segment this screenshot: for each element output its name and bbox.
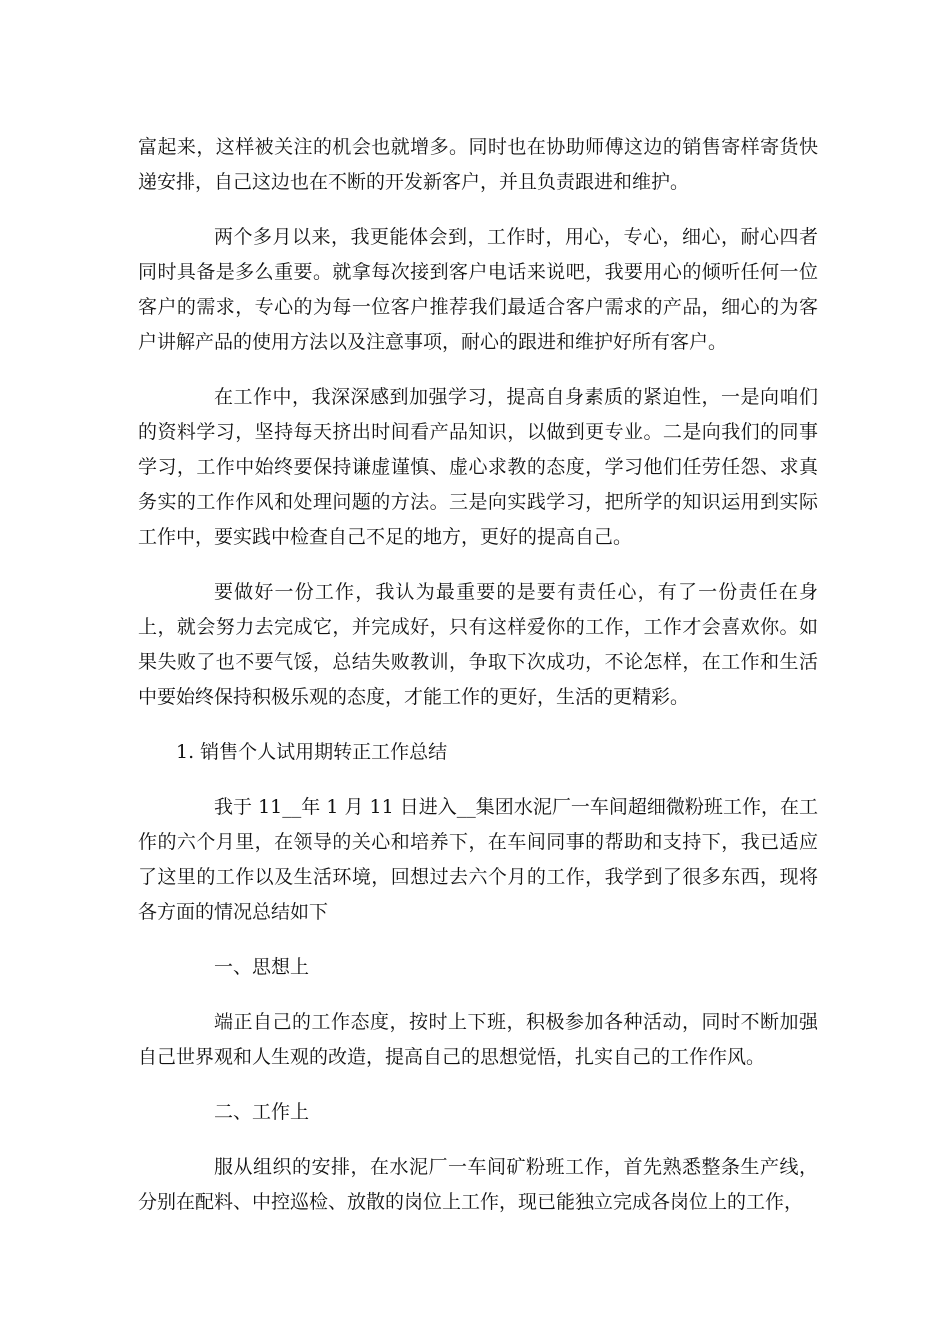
- subheading-thought: 一、思想上: [214, 956, 310, 978]
- subheading-work: 二、工作上: [214, 1101, 310, 1123]
- document-page: [138, 130, 818, 1240]
- section-title: 1. 销售个人试用期转正工作总结: [176, 741, 448, 763]
- paragraph-intro: 我于 11__年 1 月 11 日进入__集团水泥厂一车间超细微粉班工作，在工作的六个月里，在领导的关心和培养下，在车间同事的帮助和支持下，我已适应了这里的工作以及生活环境，回想过去六个月的工作，我学到了很多东西，现将各方面的情况总结如下: [138, 796, 818, 923]
- paragraph-responsibility: 要做好一份工作，我认为最重要的是要有责任心，有了一份责任在身上，就会努力去完成它，并完成好，只有这样爱你的工作，工作才会喜欢你。如果失败了也不要气馁，总结失败教训，争取下次成功，不论怎样，在工作和生活中要始终保持积极乐观的态度，才能工作的更好，生活的更精彩。: [138, 581, 818, 708]
- paragraph-work: 服从组织的安排，在水泥厂一车间矿粉班工作，首先熟悉整条生产线，分别在配料、中控巡检、放散的岗位上工作，现已能独立完成各岗位上的工作，: [138, 1156, 818, 1213]
- paragraph-dedication: 两个多月以来，我更能体会到，工作时，用心，专心，细心，耐心四者同时具备是多么重要。就拿每次接到客户电话来说吧，我要用心的倾听任何一位客户的需求，专心的为每一位客户推荐我们最适合客户需求的产品，细心的为客户讲解产品的使用方法以及注意事项，耐心的跟进和维护好所有客户。: [138, 226, 818, 353]
- paragraph-thought: 端正自己的工作态度，按时上下班，积极参加各种活动，同时不断加强自己世界观和人生观的改造，提高自己的思想觉悟，扎实自己的工作作风。: [138, 1011, 818, 1068]
- paragraph-continued: 富起来，这样被关注的机会也就增多。同时也在协助师傅这边的销售寄样寄货快递安排，自己这边也在不断的开发新客户，并且负责跟进和维护。: [138, 136, 818, 193]
- paragraph-learning: 在工作中，我深深感到加强学习，提高自身素质的紧迫性，一是向咱们的资料学习，坚持每天挤出时间看产品知识，以做到更专业。二是向我们的同事学习，工作中始终要保持谦虚谨慎、虚心求教的态度，学习他们任劳任怨、求真务实的工作作风和处理问题的方法。三是向实践学习，把所学的知识运用到实际工作中，要实践中检查自己不足的地方，更好的提高自己。: [138, 386, 818, 548]
